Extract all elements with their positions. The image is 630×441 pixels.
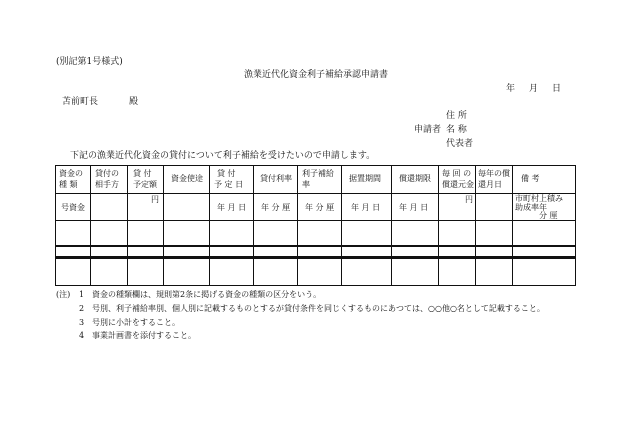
header-loan-date-1: 貸 付: [217, 169, 236, 178]
name-label: 名 称: [446, 125, 467, 135]
cell-subsidy-rate: 年 分 厘: [305, 203, 335, 212]
header-amount-1: 貸 付: [133, 169, 152, 178]
cell-loan-rate: 年 分 厘: [261, 203, 291, 212]
header-repayment-term: 償還期限: [399, 174, 431, 183]
addressee-honorific: 殿: [129, 97, 139, 107]
header-amount-2: 予定額: [133, 180, 157, 189]
form-label: (別記第1号様式): [56, 57, 123, 67]
note-text-2: 号別、利子補給率別、個人別に記載するものとするが貸付条件を同じくするものにあつては、○○他○名として記載すること。: [92, 304, 545, 313]
header-loan-date-2: 予 定 日: [214, 180, 244, 189]
header-principal-2: 償還元金: [442, 180, 474, 189]
applicant-label: 申請者: [414, 125, 442, 135]
header-subsidy-rate-2: 率: [302, 180, 310, 189]
header-grace-period: 据置期間: [349, 174, 381, 183]
note-number-3: 3: [79, 318, 85, 327]
date-day-label: 日: [552, 84, 562, 94]
note-text-1: 資金の種類欄は、規則第2条に掲げる資金の種類の区分をいう。: [92, 290, 322, 299]
cell-amount-unit: 円: [151, 195, 159, 204]
representative-label: 代表者: [446, 139, 474, 149]
header-fund-type-1: 資金の: [59, 169, 83, 178]
header-repay-date-1: 毎年の償: [478, 169, 510, 178]
header-fund-use: 資金使途: [171, 174, 203, 183]
header-loan-rate: 貸付利率: [260, 174, 292, 183]
header-principal-1: 毎 回 の: [442, 169, 472, 178]
cell-remarks-line2: 助成率年: [515, 203, 547, 212]
cell-remarks-line1: 市町村上積み: [515, 194, 563, 203]
document-title: 漁業近代化資金利子補給承認申請書: [244, 70, 389, 80]
addressee-name: 苫前町長: [62, 97, 99, 107]
intro-text: 下記の漁業近代化資金の貸付について利子補給を受けたいので申請します。: [70, 151, 376, 161]
cell-principal-unit: 円: [465, 195, 473, 204]
loan-table: [55, 165, 576, 286]
date-month-label: 月: [529, 84, 539, 94]
cell-fund-type: 号資金: [61, 203, 85, 212]
date-year-label: 年: [506, 84, 516, 94]
header-subsidy-rate-1: 利子補給: [302, 169, 334, 178]
header-borrower-1: 貸付の: [95, 169, 119, 178]
notes-label: (注): [56, 290, 71, 299]
note-number-4: 4: [79, 331, 85, 340]
note-number-1: 1: [79, 290, 85, 299]
note-text-3: 号別に小計をすること。: [92, 318, 180, 327]
header-fund-type-2: 種 類: [59, 180, 78, 189]
cell-repayment-term: 年 月 日: [399, 203, 429, 212]
cell-grace-period: 年 月 日: [351, 203, 381, 212]
header-borrower-2: 相手方: [95, 180, 119, 189]
cell-loan-date: 年 月 日: [217, 203, 247, 212]
header-repay-date-2: 還月日: [478, 180, 502, 189]
address-label: 住 所: [446, 111, 467, 121]
cell-remarks-line3: 分 厘: [539, 211, 558, 220]
note-text-4: 事業計画書を添付すること。: [92, 331, 196, 340]
note-number-2: 2: [79, 304, 85, 313]
header-remarks: 備 考: [521, 174, 540, 183]
